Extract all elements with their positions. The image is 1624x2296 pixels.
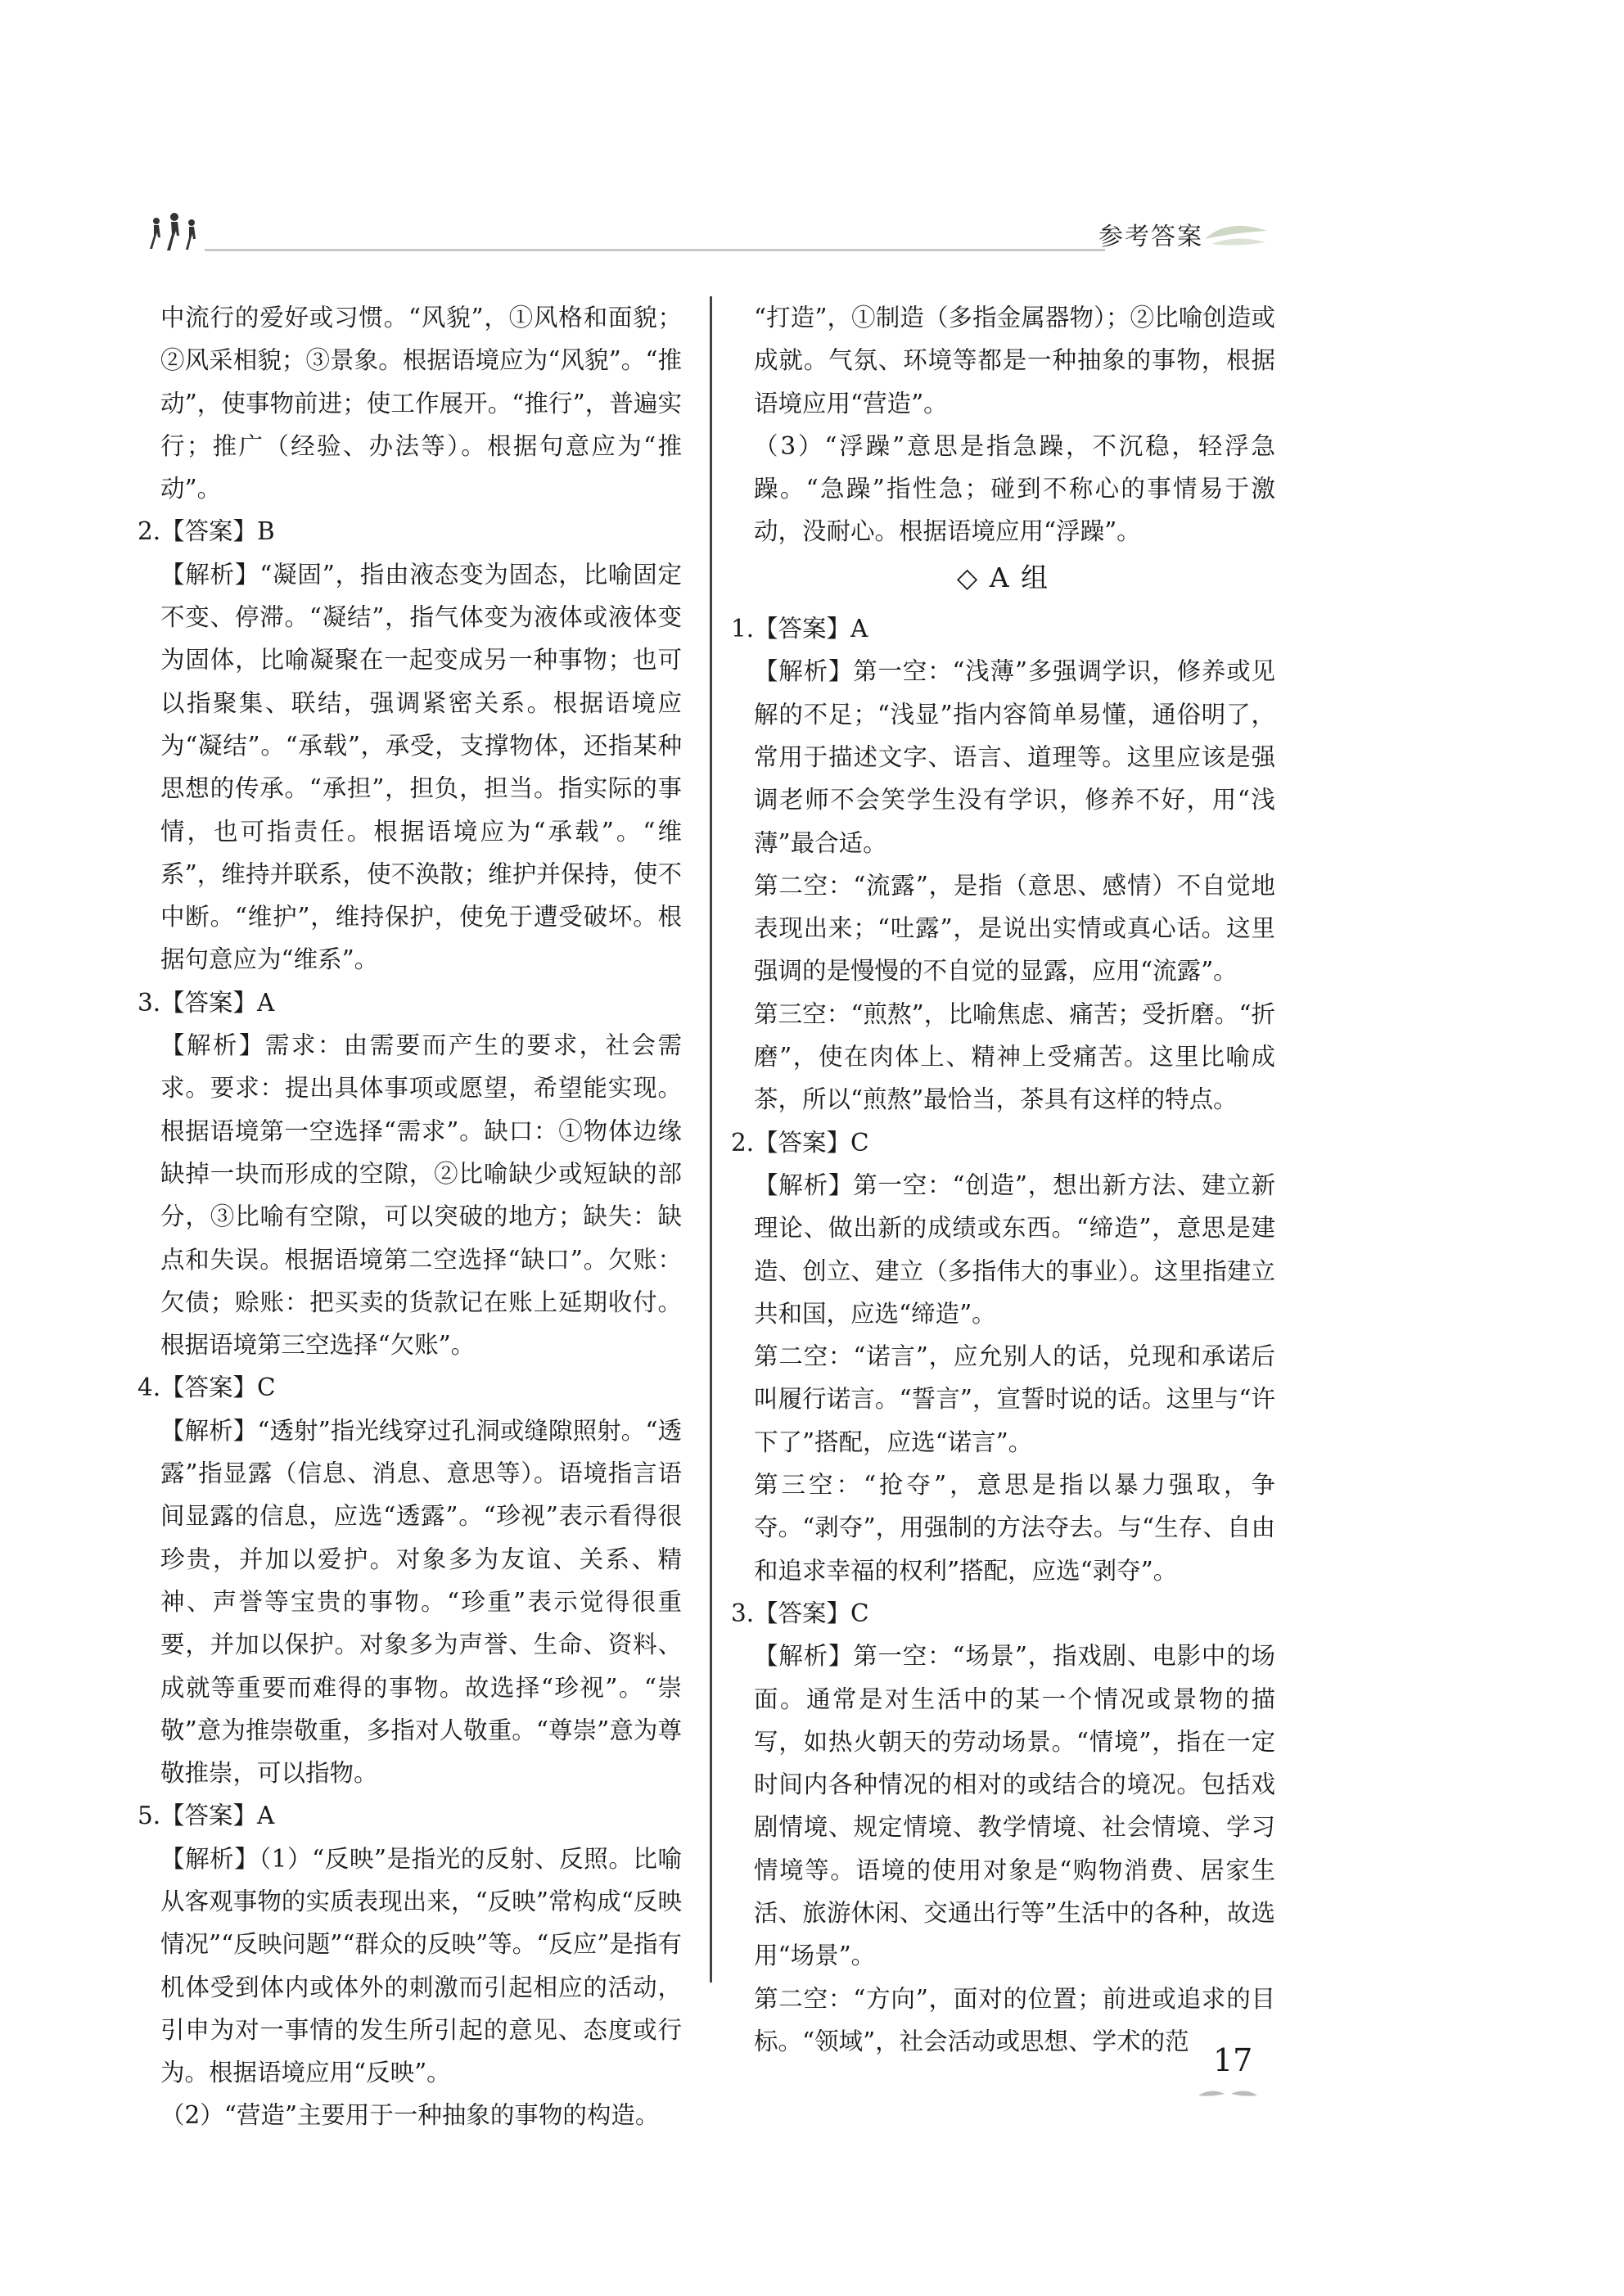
- explanation-paragraph: [138, 553, 682, 981]
- explanation-paragraph: [731, 425, 1275, 553]
- page-number: 17: [1213, 2042, 1253, 2078]
- explanation-paragraph: [138, 1838, 682, 2095]
- question-answer-line: [731, 1592, 1275, 1635]
- paragraph-text: 第二空：“方向”，面对的位置；前进或追求的目标。“领域”，社会活动或思想、学术的范: [754, 1984, 1275, 2055]
- paragraph-text: 【解析】第一空：“浅薄”多强调学识，修养或见解的不足；“浅显”指内容简单易懂，通俗明了，常用于描述文字、语言、道理等。这里应该是强调老师不会笑学生没有学识，修养不好，用“浅薄”最合适。: [754, 657, 1275, 857]
- explanation-paragraph: [138, 1024, 682, 1366]
- question-answer-line: [138, 981, 682, 1024]
- group-heading: ◇ A 组: [956, 561, 1050, 593]
- paragraph-text: 中流行的爱好或习惯。“风貌”，①风格和面貌；②风采相貌；③景象。根据语境应为“风貌”。“推动”，使事物前进；使工作展开。“推行”，普遍实行；推广（经验、办法等）。根据句意应为“推动”。: [160, 304, 682, 503]
- paragraph-text: “打造”，①制造（多指金属器物）；②比喻创造或成就。气氛、环境等都是一种抽象的事物，根据语境应用“营造”。: [754, 304, 1275, 417]
- paragraph-text: 第二空：“流露”，是指（意思、感情）不自觉地表现出来；“吐露”，是说出实情或真心话。这里强调的是慢慢的不自觉的显露，应用“流露”。: [754, 871, 1275, 986]
- left-column: [138, 296, 682, 2137]
- explanation-paragraph: [731, 993, 1275, 1121]
- paragraph-text: 【答案】A: [160, 1802, 275, 1830]
- paragraph-text: 第二空：“诺言”，应允别人的话，兑现和承诺后叫履行诺言。“誓言”，宣誓时说的话。这里与“许下了”搭配，应选“诺言”。: [754, 1342, 1275, 1456]
- paragraph-text: 第三空：“煎熬”，比喻焦虑、痛苦；受折磨。“折磨”，使在肉体上、精神上受痛苦。这里比喻成茶，所以“煎熬”最恰当，茶具有这样的特点。: [754, 999, 1275, 1114]
- question-number: 2.: [731, 1128, 755, 1157]
- question-answer-line: [731, 607, 1275, 650]
- page-header: [147, 211, 1269, 268]
- paragraph-text: 【答案】A: [754, 615, 868, 643]
- question-number: 1.: [731, 615, 755, 643]
- explanation-paragraph: [731, 1164, 1275, 1335]
- footer-ornament-icon: [1195, 2086, 1261, 2102]
- question-answer-line: [138, 1794, 682, 1837]
- column-divider: [710, 296, 712, 1982]
- question-number: 4.: [138, 1374, 161, 1402]
- runners-logo-icon: [147, 211, 205, 252]
- explanation-paragraph: [731, 1978, 1275, 2064]
- paragraph-text: 【解析】需求：由需要而产生的要求，社会需求。要求：提出具体事项或愿望，希望能实现。根据语境第一空选择“需求”。缺口：①物体边缘缺掉一块而形成的空隙，②比喻缺少或短缺的部分，③比喻有空隙，可以突破的地方；缺失：缺点和失误。根据语境第二空选择“缺口”。欠账：欠债；赊账：把买卖的货款记在账上延期收付。根据语境第三空选择“欠账”。: [160, 1031, 682, 1360]
- explanation-paragraph: [138, 1410, 682, 1795]
- paragraph-text: 【解析】（1）“反映”是指光的反射、反照。比喻从客观事物的实质表现出来，“反映”常构成“反映情况”“反映问题”“群众的反映”等。“反应”是指有机体受到体内或体外的刺激而引起相应的活动，引申为对一事情的发生所引起的意见、态度或行为。根据语境应用“反映”。: [160, 1844, 682, 2087]
- explanation-paragraph: [731, 1635, 1275, 1977]
- question-number: 5.: [138, 1802, 161, 1830]
- header-title: 参考答案: [1098, 223, 1203, 251]
- leaf-decoration-icon: [1203, 214, 1269, 255]
- question-answer-line: [138, 510, 682, 553]
- explanation-paragraph: [731, 1464, 1275, 1592]
- paragraph-text: 【答案】C: [754, 1599, 869, 1627]
- paragraph-text: （3）“浮躁”意思是指急躁，不沉稳，轻浮急躁。“急躁”指性急；碰到不称心的事情易于激动，没耐心。根据语境应用“浮躁”。: [754, 431, 1275, 546]
- explanation-paragraph: [731, 296, 1275, 425]
- paragraph-text: 【解析】第一空：“创造”，想出新方法、建立新理论、做出新的成绩或东西。“缔造”，意思是建造、创立、建立（多指伟大的事业）。这里指建立共和国，应选“缔造”。: [754, 1171, 1275, 1328]
- paragraph-text: 第三空：“抢夺”，意思是指以暴力强取，争夺。“剥夺”，用强制的方法夺去。与“生存、自由和追求幸福的权利”搭配，应选“剥夺”。: [754, 1471, 1275, 1585]
- question-answer-line: [731, 1121, 1275, 1164]
- explanation-paragraph: [138, 2094, 682, 2136]
- paragraph-text: （2）“营造”主要用于一种抽象的事物的构造。: [160, 2101, 660, 2130]
- paragraph-text: 【解析】第一空：“场景”，指戏剧、电影中的场面。通常是对生活中的某一个情况或景物的描写，如热火朝天的劳动场景。“情境”，指在一定时间内各种情况的相对的或结合的境况。包括戏剧情境、规定情境、教学情境、社会情境、学习情境等。语境的使用对象是“购物消费、居家生活、旅游休闲、交通出行等”生活中的各种，故选用“场景”。: [754, 1642, 1275, 1970]
- explanation-paragraph: [138, 296, 682, 510]
- header-rule: [205, 249, 1105, 251]
- explanation-paragraph: [731, 1335, 1275, 1464]
- paragraph-text: 【答案】C: [160, 1374, 276, 1402]
- paragraph-text: 【答案】B: [160, 517, 275, 546]
- question-number: 2.: [138, 517, 161, 546]
- paragraph-text: 【解析】“凝固”，指由液态变为固态，比喻固定不变、停滞。“凝结”，指气体变为液体或液体变为固体，比喻凝聚在一起变成另一种事物；也可以指聚集、联结，强调紧密关系。根据语境应为“凝结”。“承载”，承受，支撑物体，还指某种思想的传承。“承担”，担负，担当。指实际的事情，也可指责任。根据语境应为“承载”。“维系”，维持并联系，使不涣散；维护并保持，使不中断。“维护”，维持保护，使免于遭受破坏。根据句意应为“维系”。: [160, 560, 682, 974]
- explanation-paragraph: [731, 864, 1275, 993]
- question-number: 3.: [138, 988, 161, 1017]
- paragraph-text: 【答案】A: [160, 988, 275, 1017]
- explanation-paragraph: [731, 650, 1275, 864]
- question-number: 3.: [731, 1599, 755, 1627]
- paragraph-text: 【解析】“透射”指光线穿过孔洞或缝隙照射。“透露”指显露（信息、消息、意思等）。语境指言语间显露的信息，应选“透露”。“珍视”表示看得很珍贵，并加以爱护。对象多为友谊、关系、精神、声誉等宝贵的事物。“珍重”表示觉得很重要，并加以保护。对象多为声誉、生命、资料、成就等重要而难得的事物。故选择“珍视”。“崇敬”意为推崇敬重，多指对人敬重。“尊崇”意为尊敬推崇，可以指物。: [160, 1416, 682, 1788]
- question-answer-line: [138, 1366, 682, 1409]
- paragraph-text: 【答案】C: [754, 1128, 869, 1157]
- right-column: [731, 296, 1275, 2063]
